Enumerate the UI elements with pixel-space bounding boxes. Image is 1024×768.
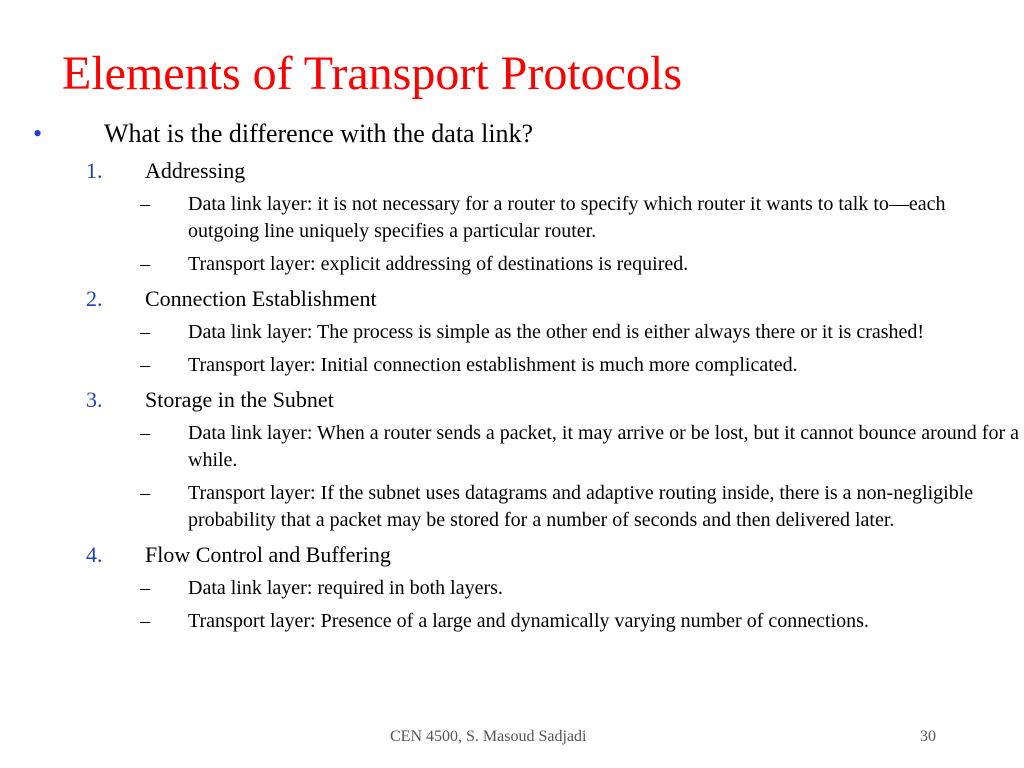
sub-item-text: Transport layer: explicit addressing of destinations is required. (188, 253, 689, 275)
question-bullet-item (0, 117, 1024, 150)
sub-item (0, 352, 1024, 379)
question-text: What is the difference with the data link? (104, 119, 534, 148)
sub-item (0, 608, 1024, 635)
numbered-item (0, 284, 1024, 313)
numbered-item (0, 156, 1024, 185)
slide-title: Elements of Transport Protocols (62, 47, 682, 100)
item-heading: Flow Control and Buffering (145, 542, 391, 567)
sub-item (0, 319, 1024, 346)
sub-item-text: Data link layer: The process is simple as the other end is either always there or it is crashed! (188, 321, 925, 343)
numbered-item (0, 540, 1024, 569)
dash-marker: – (140, 321, 150, 343)
sub-item (0, 191, 1024, 245)
sub-item-text: Transport layer: Presence of a large and dynamically varying number of connections. (188, 610, 869, 632)
slide-content (0, 117, 1024, 635)
sub-item (0, 480, 1024, 534)
sub-item-text: Data link layer: When a router sends a packet, it may arrive or be lost, but it cannot bounce around for a while. (188, 422, 1020, 471)
bullet-marker: • (33, 119, 43, 148)
item-number: 1. (86, 158, 103, 183)
dash-marker: – (140, 193, 150, 215)
dash-marker: – (140, 422, 150, 444)
item-number: 4. (86, 542, 103, 567)
sub-item (0, 251, 1024, 278)
sub-item-text: Transport layer: Initial connection establishment is much more complicated. (188, 354, 798, 376)
page-number: 30 (920, 728, 936, 745)
numbered-item (0, 385, 1024, 414)
dash-marker: – (140, 610, 150, 632)
item-heading: Storage in the Subnet (145, 387, 334, 412)
dash-marker: – (140, 354, 150, 376)
sub-item (0, 575, 1024, 602)
dash-marker: – (140, 577, 150, 599)
sub-item-text: Data link layer: it is not necessary for a router to specify which router it wants to talk to—each outgoing line uniquely specifies a particular router. (188, 193, 946, 242)
dash-marker: – (140, 253, 150, 275)
dash-marker: – (140, 482, 150, 504)
item-number: 3. (86, 387, 103, 412)
item-number: 2. (86, 286, 103, 311)
sub-item (0, 420, 1024, 474)
footer-text: CEN 4500, S. Masoud Sadjadi (390, 728, 587, 745)
item-heading: Connection Establishment (145, 286, 377, 311)
sub-item-text: Data link layer: required in both layers. (188, 577, 503, 599)
sub-item-text: Transport layer: If the subnet uses datagrams and adaptive routing inside, there is a non-negligible probability that a packet may be stored for a number of seconds and then delivered later. (188, 482, 974, 531)
item-heading: Addressing (145, 158, 246, 183)
